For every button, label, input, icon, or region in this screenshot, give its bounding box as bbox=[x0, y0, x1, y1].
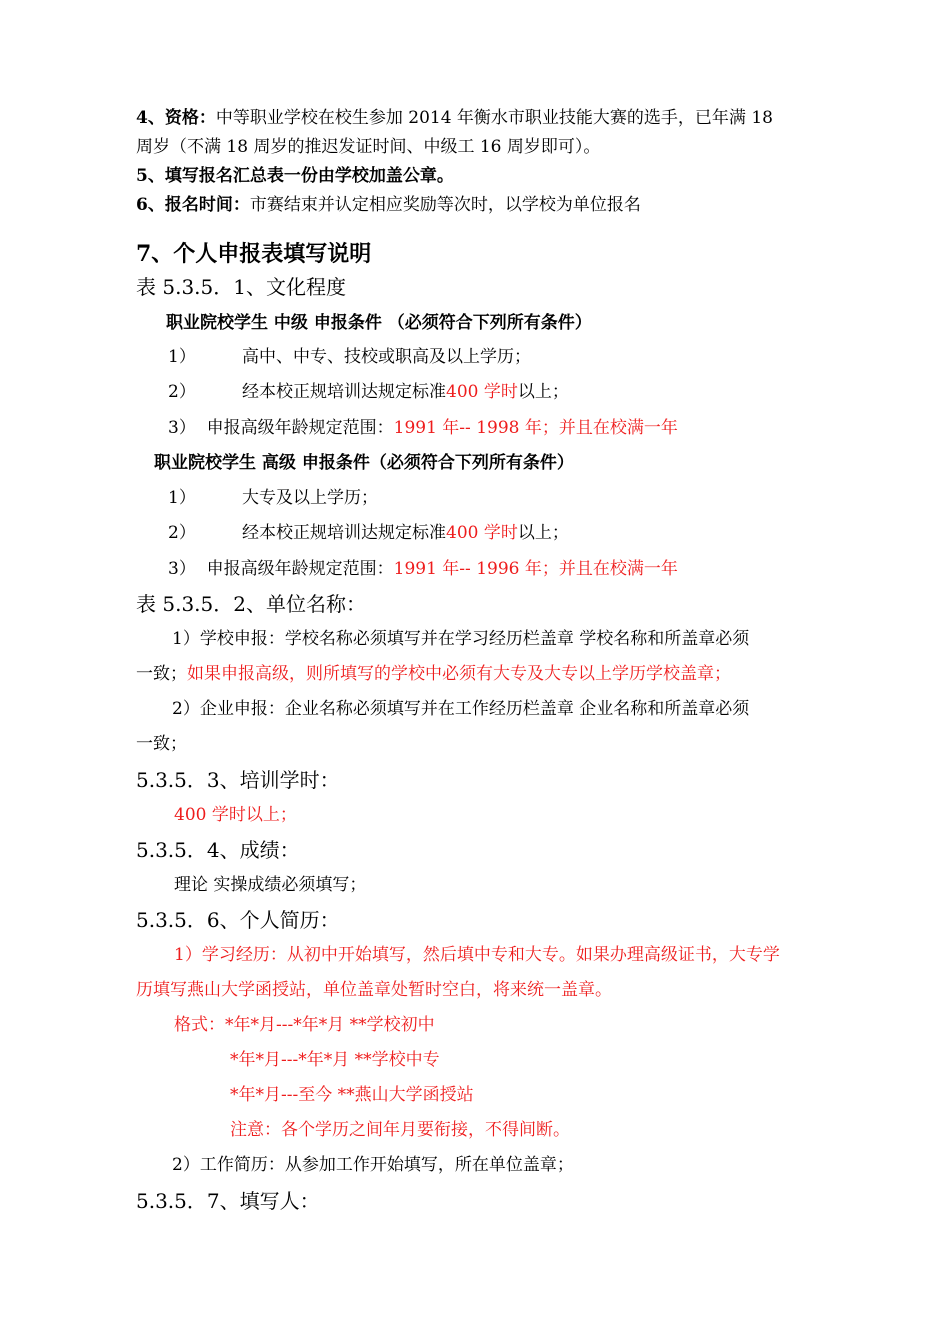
advanced-cond-2-post: 以上； bbox=[517, 523, 569, 543]
intermediate-conditions-heading: 职业院校学生 中级 申报条件 （必须符合下列所有条件） bbox=[166, 313, 592, 333]
school-application-line-1: 1）学校申报：学校名称必须填写并在学习经历栏盖章 学校名称和所盖章必须 bbox=[172, 629, 750, 649]
summary-form-item: 5、填写报名汇总表一份由学校加盖公章。 bbox=[136, 166, 454, 186]
training-hours-title: 5.3.5．3、培训学时： bbox=[136, 768, 340, 792]
format-line-1: 格式：*年*月---*年*月 **学校初中 bbox=[174, 1015, 435, 1035]
scores-text: 理论 实操成绩必须填写； bbox=[174, 875, 367, 895]
intermediate-cond-2-text bbox=[242, 384, 569, 401]
registration-time-label: 6、报名时间： bbox=[136, 195, 250, 215]
intermediate-cond-3-num: 3） bbox=[168, 418, 196, 438]
registration-time-item bbox=[136, 197, 641, 214]
advanced-cond-2-pre: 经本校正规培训达规定标准 bbox=[242, 523, 446, 543]
format-line-2: *年*月---*年*月 **学校中专 bbox=[230, 1050, 440, 1070]
advanced-cond-1-text: 大专及以上学历； bbox=[242, 488, 378, 508]
intermediate-cond-2-num: 2） bbox=[168, 382, 196, 402]
intermediate-cond-2-post: 以上； bbox=[517, 382, 569, 402]
filler-title: 5.3.5．7、填写人： bbox=[136, 1189, 320, 1213]
table-5352-title: 表 5.3.5．2、单位名称： bbox=[136, 592, 366, 616]
advanced-cond-2-num: 2） bbox=[168, 523, 196, 543]
advanced-cond-3-num: 3） bbox=[168, 559, 196, 579]
scores-title: 5.3.5．4、成绩： bbox=[136, 838, 300, 862]
school-application-line-2 bbox=[136, 666, 731, 683]
intermediate-cond-3 bbox=[168, 420, 678, 437]
intermediate-cond-2-hours: 400 学时 bbox=[446, 382, 518, 402]
intermediate-cond-3-pre: 申报高级年龄规定范围： bbox=[206, 418, 394, 438]
resume-title: 5.3.5．6、个人简历： bbox=[136, 908, 340, 932]
intermediate-cond-2-pre: 经本校正规培训达规定标准 bbox=[242, 382, 446, 402]
training-hours-text: 400 学时以上； bbox=[174, 805, 297, 825]
advanced-conditions-heading: 职业院校学生 高级 申报条件（必须符合下列所有条件） bbox=[154, 453, 574, 473]
eligibility-label: 4、资格： bbox=[136, 108, 216, 128]
table-5351-title: 表 5.3.5．1、文化程度 bbox=[136, 275, 346, 299]
format-line-3: *年*月---至今 **燕山大学函授站 bbox=[230, 1085, 474, 1105]
eligibility-line-2: 周岁（不满 18 周岁的推迟发证时间、中级工 16 周岁即可）。 bbox=[136, 137, 601, 157]
school-application-advanced-note: 如果申报高级，则所填写的学校中必须有大专及大专以上学历学校盖章； bbox=[187, 664, 731, 684]
work-history-line: 2）工作简历：从参加工作开始填写，所在单位盖章； bbox=[172, 1155, 574, 1175]
intermediate-cond-3-range: 1991 年-- 1998 年；并且在校满一年 bbox=[393, 418, 678, 438]
advanced-cond-2-text bbox=[242, 525, 569, 542]
company-application-line-2: 一致； bbox=[136, 734, 187, 754]
eligibility-text: 中等职业学校在校生参加 2014 年衡水市职业技能大赛的选手，已年满 18 bbox=[215, 108, 773, 128]
advanced-cond-3-range: 1991 年-- 1996 年；并且在校满一年 bbox=[393, 559, 678, 579]
school-application-pre: 一致； bbox=[136, 664, 187, 684]
eligibility-line-1 bbox=[136, 110, 773, 127]
study-history-line-2: 历填写燕山大学函授站，单位盖章处暂时空白，将来统一盖章。 bbox=[136, 980, 612, 1000]
intermediate-cond-1-num: 1） bbox=[168, 347, 196, 367]
intermediate-cond-1-text: 高中、中专、技校或职高及以上学历； bbox=[242, 347, 531, 367]
advanced-cond-3-pre: 申报高级年龄规定范围： bbox=[206, 559, 394, 579]
advanced-cond-1-num: 1） bbox=[168, 488, 196, 508]
study-history-line-1: 1）学习经历：从初中开始填写，然后填中专和大专。如果办理高级证书，大专学 bbox=[174, 945, 780, 965]
advanced-cond-3 bbox=[168, 561, 678, 578]
registration-time-text: 市赛结束并认定相应奖励等次时，以学校为单位报名 bbox=[249, 195, 641, 215]
section-7-heading: 7、个人申报表填写说明 bbox=[136, 241, 372, 267]
format-note: 注意：各个学历之间年月要衔接，不得间断。 bbox=[230, 1120, 570, 1140]
advanced-cond-2-hours: 400 学时 bbox=[446, 523, 518, 543]
company-application-line-1: 2）企业申报：企业名称必须填写并在工作经历栏盖章 企业名称和所盖章必须 bbox=[172, 699, 750, 719]
